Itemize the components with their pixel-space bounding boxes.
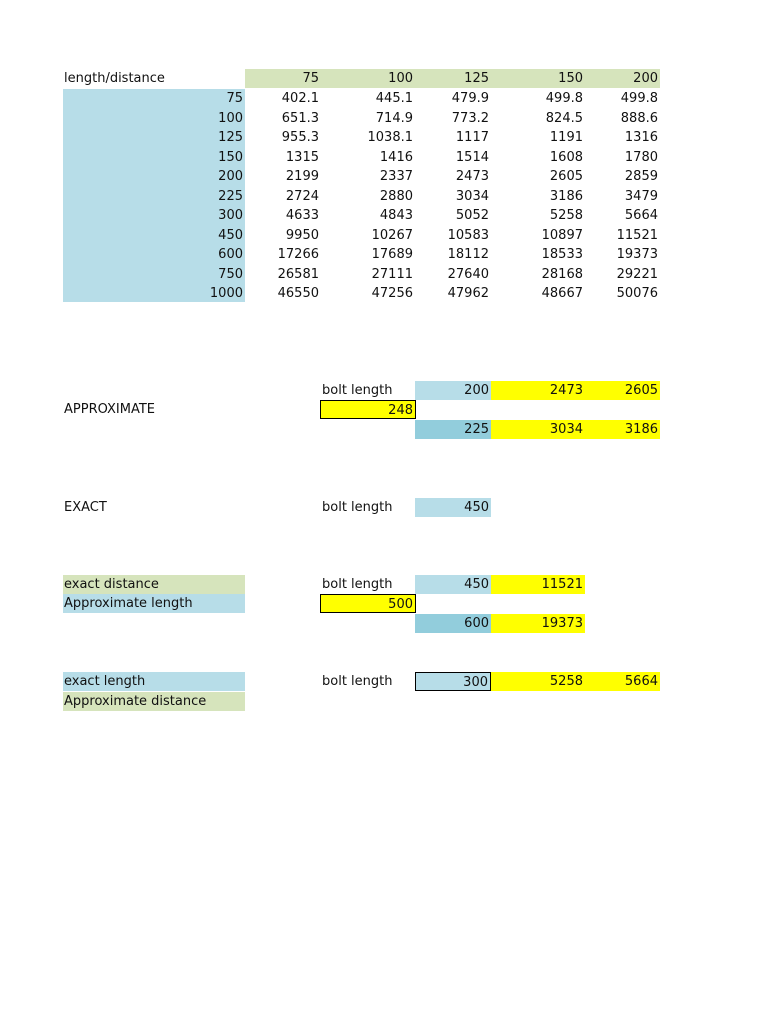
table-cell[interactable]: 888.6: [620, 110, 658, 126]
table-cell[interactable]: 1315: [285, 149, 319, 165]
approximate-input[interactable]: 248: [320, 400, 416, 419]
exact-length-label: exact length: [63, 672, 245, 691]
table-cell[interactable]: 17266: [277, 247, 319, 262]
table-cell[interactable]: 2199: [285, 169, 319, 184]
table-cell[interactable]: 10267: [371, 227, 413, 243]
table-cell[interactable]: 1514: [455, 149, 489, 165]
table-cell[interactable]: 714.9: [375, 110, 413, 126]
row-header[interactable]: 225: [218, 188, 243, 204]
table-cell[interactable]: 5052: [455, 208, 489, 223]
approximate-upper-val-a[interactable]: 3034: [491, 420, 585, 439]
table-cell[interactable]: 29221: [616, 266, 658, 282]
table-cell[interactable]: 4633: [285, 208, 319, 223]
approximate-upper-val-b[interactable]: 3186: [585, 420, 660, 439]
approximate-distance-label: Approximate distance: [63, 692, 245, 711]
table-cell[interactable]: 2724: [285, 188, 319, 204]
row-header[interactable]: 75: [226, 91, 243, 106]
column-header[interactable]: 100: [321, 69, 415, 88]
table-cell[interactable]: 47962: [447, 286, 489, 301]
table-cell[interactable]: 18533: [541, 247, 583, 262]
column-header[interactable]: 75: [245, 69, 321, 88]
exact-length-val-a[interactable]: 5258: [491, 672, 585, 691]
table-cell[interactable]: 5258: [549, 208, 583, 223]
exact-distance-bolt-label: bolt length: [322, 577, 393, 592]
table-cell[interactable]: 3186: [549, 188, 583, 204]
exact-distance-upper-val[interactable]: 19373: [491, 614, 585, 633]
exact-length-val-b[interactable]: 5664: [585, 672, 660, 691]
table-cell[interactable]: 651.3: [281, 110, 319, 126]
exact-length-bolt-label: bolt length: [322, 674, 393, 689]
table-corner-label[interactable]: length/distance: [64, 71, 165, 86]
approximate-lower-val-b[interactable]: 2605: [585, 381, 660, 400]
approximate-lower-val-a[interactable]: 2473: [491, 381, 585, 400]
table-cell[interactable]: 27111: [371, 266, 413, 282]
row-header[interactable]: 450: [218, 227, 243, 243]
table-cell[interactable]: 445.1: [375, 91, 413, 106]
exact-title: EXACT: [64, 500, 107, 515]
table-cell[interactable]: 3034: [455, 188, 489, 204]
table-cell[interactable]: 27640: [447, 266, 489, 282]
row-header[interactable]: 300: [218, 208, 243, 223]
approximate-length-label: Approximate length: [63, 594, 245, 613]
table-cell[interactable]: 402.1: [281, 91, 319, 106]
table-cell[interactable]: 479.9: [451, 91, 489, 106]
row-header[interactable]: 1000: [209, 286, 243, 301]
table-cell[interactable]: 10897: [541, 227, 583, 243]
table-cell[interactable]: 1191: [549, 130, 583, 145]
table-cell[interactable]: 3479: [624, 188, 658, 204]
exact-length-input[interactable]: 300: [415, 672, 491, 691]
approximate-lower-length[interactable]: 200: [415, 381, 491, 400]
exact-distance-label: exact distance: [63, 575, 245, 594]
table-cell[interactable]: 2859: [624, 169, 658, 184]
table-cell[interactable]: 11521: [616, 227, 658, 243]
table-cell[interactable]: 824.5: [545, 110, 583, 126]
table-cell[interactable]: 2337: [379, 169, 413, 184]
table-cell[interactable]: 499.8: [620, 91, 658, 106]
column-header[interactable]: 200: [585, 69, 660, 88]
exact-distance-lower-length[interactable]: 450: [415, 575, 491, 594]
table-cell[interactable]: 1117: [455, 130, 489, 145]
exact-value[interactable]: 450: [415, 498, 491, 517]
exact-distance-upper-length[interactable]: 600: [415, 614, 491, 633]
table-cell[interactable]: 773.2: [451, 110, 489, 126]
table-cell[interactable]: 5664: [624, 208, 658, 223]
table-cell[interactable]: 50076: [616, 286, 658, 301]
table-cell[interactable]: 9950: [285, 227, 319, 243]
table-cell[interactable]: 1316: [624, 130, 658, 145]
approximate-upper-length[interactable]: 225: [415, 420, 491, 439]
table-cell[interactable]: 1416: [379, 149, 413, 165]
row-header[interactable]: 750: [218, 266, 243, 282]
table-cell[interactable]: 46550: [277, 286, 319, 301]
table-cell[interactable]: 1608: [549, 149, 583, 165]
table-cell[interactable]: 26581: [277, 266, 319, 282]
table-cell[interactable]: 499.8: [545, 91, 583, 106]
table-cell[interactable]: 1780: [624, 149, 658, 165]
column-header[interactable]: 150: [491, 69, 585, 88]
table-cell[interactable]: 2605: [549, 169, 583, 184]
exact-distance-input[interactable]: 500: [320, 594, 416, 613]
row-header[interactable]: 600: [218, 247, 243, 262]
table-cell[interactable]: 2880: [379, 188, 413, 204]
table-cell[interactable]: 28168: [541, 266, 583, 282]
table-cell[interactable]: 47256: [371, 286, 413, 301]
table-cell[interactable]: 955.3: [281, 130, 319, 145]
table-cell[interactable]: 4843: [379, 208, 413, 223]
column-header[interactable]: 125: [415, 69, 491, 88]
table-cell[interactable]: 17689: [371, 247, 413, 262]
row-header[interactable]: 100: [218, 110, 243, 126]
approximate-title: APPROXIMATE: [64, 402, 155, 417]
exact-distance-lower-val[interactable]: 11521: [491, 575, 585, 594]
table-cell[interactable]: 48667: [541, 286, 583, 301]
table-cell[interactable]: 10583: [447, 227, 489, 243]
table-cell[interactable]: 18112: [447, 247, 489, 262]
table-cell[interactable]: 2473: [455, 169, 489, 184]
approximate-bolt-label: bolt length: [322, 383, 393, 398]
exact-bolt-label: bolt length: [322, 500, 393, 515]
row-header[interactable]: 200: [218, 169, 243, 184]
row-header[interactable]: 125: [218, 130, 243, 145]
table-cell[interactable]: 19373: [616, 247, 658, 262]
row-header[interactable]: 150: [218, 149, 243, 165]
table-cell[interactable]: 1038.1: [367, 130, 413, 145]
